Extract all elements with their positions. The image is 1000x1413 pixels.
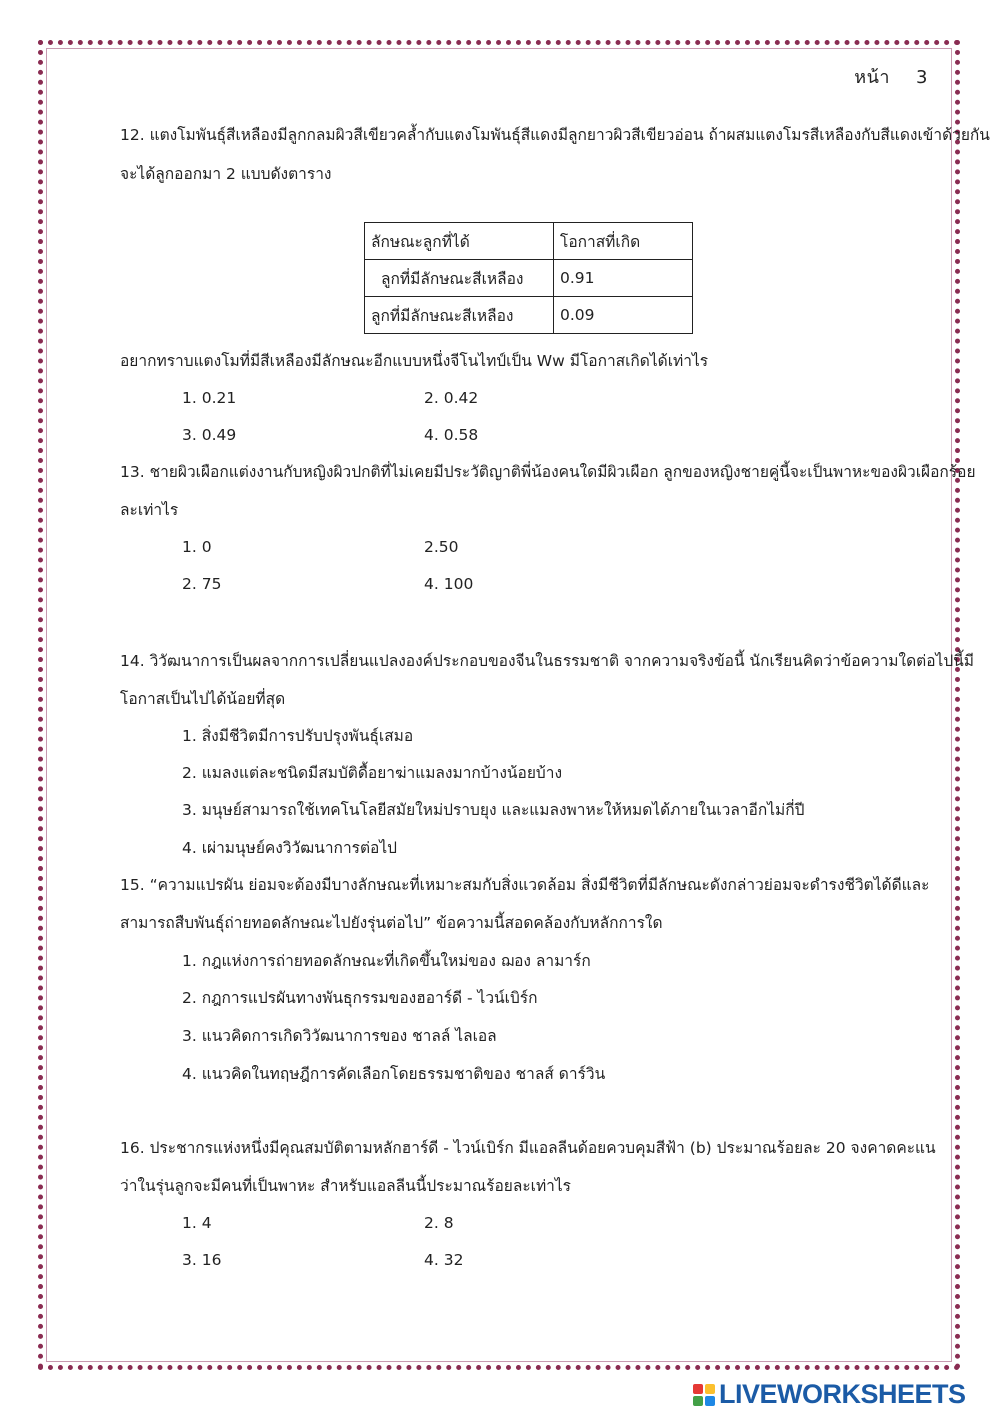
q12-line2: จะได้ลูกออกมา 2 แบบดังตาราง	[120, 165, 332, 183]
q13-choice-2: 2.50	[424, 538, 459, 556]
table-row	[365, 260, 693, 297]
q16-choice-2: 2. 8	[424, 1214, 454, 1232]
page-number: 3	[916, 67, 928, 88]
table-cell: 0.91	[554, 260, 693, 297]
logo-grid-icon	[693, 1384, 715, 1406]
q16-line1: 16. ประชากรแห่งหนึ่งมีคุณสมบัติตามหลักฮาร์ดี - ไวน์เบิร์ก มีแอลลีนด้อยควบคุมสีฟ้า (b) ประมาณร้อยละ 20 จงคาดคะแน	[120, 1139, 936, 1157]
table-header-cell: ลักษณะลูกที่ได้	[365, 223, 554, 260]
q13-choice-4: 4. 100	[424, 575, 474, 593]
q15-choice-4: 4. แนวคิดในทฤษฎีการคัดเลือกโดยธรรมชาติของ ชาลส์ ดาร์วิน	[182, 1065, 606, 1083]
table-header-row	[365, 223, 693, 260]
table-header-cell: โอกาสที่เกิด	[554, 223, 693, 260]
q16-choice-1: 1. 4	[182, 1214, 212, 1232]
q15-choice-3: 3. แนวคิดการเกิดวิวัฒนาการของ ชาลล์ ไลเอล	[182, 1027, 497, 1045]
q14-choice-3: 3. มนุษย์สามารถใช้เทคโนโลยีสมัยใหม่ปราบยุง และแมลงพาหะให้หมดได้ภายในเวลาอีกไม่กี่ปี	[182, 801, 805, 819]
q16-line2: ว่าในรุ่นลูกจะมีคนที่เป็นพาหะ สำหรับแอลลีนนี้ประมาณร้อยละเท่าไร	[120, 1177, 572, 1195]
q14-choice-1: 1. สิ่งมีชีวิตมีการปรับปรุงพันธุ์เสมอ	[182, 727, 414, 745]
q12-choice-2: 2. 0.42	[424, 389, 479, 407]
table-cell: ลูกที่มีลักษณะสีเหลือง	[365, 260, 554, 297]
q14-line2: โอกาสเป็นไปได้น้อยที่สุด	[120, 690, 286, 708]
q13-choice-1: 1. 0	[182, 538, 212, 556]
logo-square-red	[693, 1384, 703, 1394]
q12-choice-1: 1. 0.21	[182, 389, 237, 407]
table-cell: 0.09	[554, 297, 693, 334]
q15-choice-1: 1. กฎแห่งการถ่ายทอดลักษณะที่เกิดขึ้นใหม่ของ ฌอง ลามาร์ก	[182, 952, 591, 970]
q12-choice-3: 3. 0.49	[182, 426, 237, 444]
logo-square-green	[693, 1396, 703, 1406]
q15-line1: 15. “ความแปรผัน ย่อมจะต้องมีบางลักษณะที่เหมาะสมกับสิ่งแวดล้อม สิ่งมีชีวิตที่มีลักษณะดังกล่าวย่อมจะดำรงชีวิตได้ดีและ	[120, 876, 930, 894]
q13-line1: 13. ชายผิวเผือกแต่งงานกับหญิงผิวปกติที่ไม่เคยมีประวัติญาติพี่น้องคนใดมีผิวเผือก ลูกของหญิงชายคู่นี้จะเป็นพาหะของผิวเผือกร้อย	[120, 463, 976, 481]
q13-choice-3: 2. 75	[182, 575, 222, 593]
q15-choice-2: 2. กฎการแปรผันทางพันธุกรรมของฮอาร์ดี - ไวน์เบิร์ก	[182, 989, 538, 1007]
q13-line2: ละเท่าไร	[120, 501, 179, 519]
q14-line1: 14. วิวัฒนาการเป็นผลจากการเปลี่ยนแปลงองค์ประกอบของจีนในธรรมชาติ จากความจริงข้อนี้ นักเรียนคิดว่าข้อความใดต่อไปนี้มี	[120, 652, 974, 670]
logo-square-blue	[705, 1396, 715, 1406]
page-label-text: หน้า	[854, 67, 891, 88]
q12-table	[364, 222, 693, 334]
logo-text: LIVEWORKSHEETS	[719, 1379, 966, 1409]
q15-line2: สามารถสืบพันธุ์ถ่ายทอดลักษณะไปยังรุ่นต่อไป” ข้อความนี้สอดคล้องกับหลักการใด	[120, 914, 663, 932]
liveworksheets-logo[interactable]	[693, 1379, 966, 1410]
table-row	[365, 297, 693, 334]
q12-question: อยากทราบแตงโมที่มีสีเหลืองมีลักษณะอีกแบบหนึ่งจีโนไทป์เป็น Ww มีโอกาสเกิดได้เท่าไร	[120, 352, 709, 370]
q12-choice-4: 4. 0.58	[424, 426, 479, 444]
q14-choice-2: 2. แมลงแต่ละชนิดมีสมบัติดื้อยาฆ่าแมลงมากบ้างน้อยบ้าง	[182, 764, 563, 782]
q16-choice-4: 4. 32	[424, 1251, 464, 1269]
logo-square-yellow	[705, 1384, 715, 1394]
q14-choice-4: 4. เผ่ามนุษย์คงวิวัฒนาการต่อไป	[182, 839, 397, 857]
page-number-label	[854, 62, 928, 91]
q16-choice-3: 3. 16	[182, 1251, 222, 1269]
table-cell: ลูกที่มีลักษณะสีเหลือง	[365, 297, 554, 334]
q12-line1: 12. แตงโมพันธุ์สีเหลืองมีลูกกลมผิวสีเขียวคล้ำกับแตงโมพันธุ์สีแดงมีลูกยาวผิวสีเขียวอ่อน ถ้าผสมแตงโมรสีเหลืองกับสีแดงเข้าด้วยกัน	[120, 126, 990, 144]
